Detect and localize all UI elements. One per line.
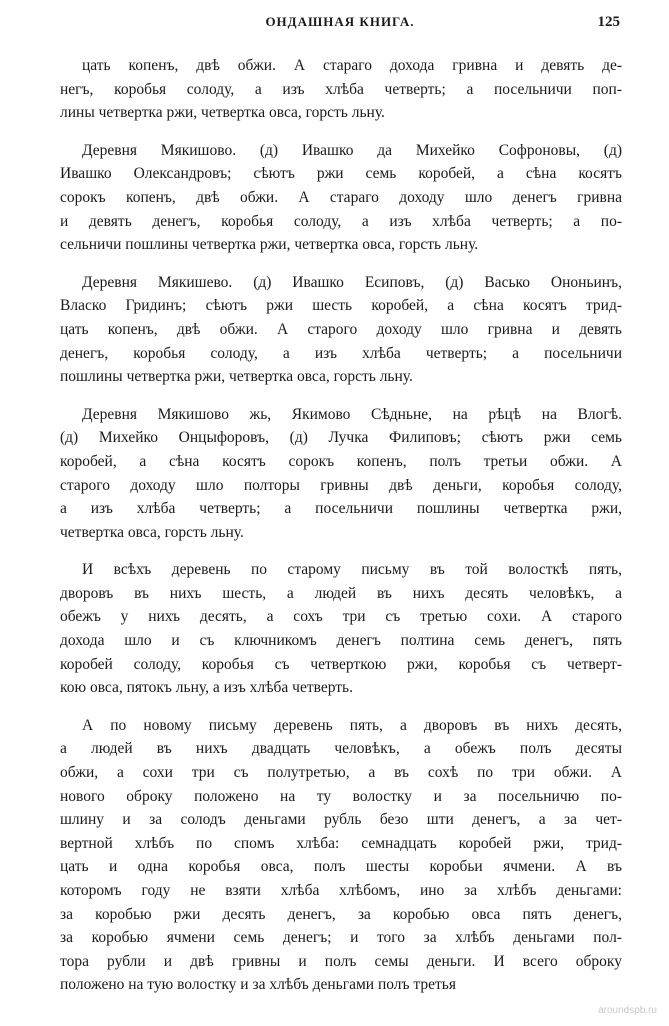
text-line: нового оброку положено на ту волостку и за посельничю по- [60, 787, 622, 805]
text-line: Власко Гридинъ; сѣютъ ржи шесть коробей, а сѣна косятъ трид- [60, 297, 622, 315]
text-line: коробей солоду, коробья съ четверткою ржи, коробья съ четверт- [60, 655, 622, 673]
text-line: лины четвертка ржи, четвертка овса, горсть льну. [60, 104, 385, 122]
text-line: кою овса, пятокъ льну, а изъ хлѣба четверть. [60, 679, 353, 697]
running-title: ОНДАШНАЯ КНИГА. [265, 14, 415, 29]
text-line: А по новому письму деревень пять, а дворовъ въ нихъ десять, [82, 716, 622, 734]
text-line: Деревня Мякишово. (д) Ивашко да Михейко Софроновы, (д) [82, 141, 622, 159]
text-line: И всѣхъ деревень по старому письму въ той волосткѣ пять, [82, 561, 622, 579]
text-line: (д) Михейко Онцыфоровъ, (д) Лучка Филиповъ; сѣютъ ржи семь [60, 429, 622, 447]
text-line: коробей, а сѣна косятъ сорокъ копенъ, полъ третьи обжи. А [60, 452, 622, 470]
text-line: а изъ хлѣба четверть; а посельничи пошлины четвертка ржи, [60, 500, 622, 518]
text-line: цать копенъ, двѣ обжи. А старого доходу шло гривна и девять [60, 320, 622, 338]
text-line: а людей въ нихъ двадцать человѣкъ, а обежъ полъ десяты [60, 740, 622, 758]
text-line: которомъ году не взяти хлѣба хлѣбомъ, ино за хлѣбъ деньгами: [60, 882, 622, 899]
paragraph [60, 139, 622, 257]
text-line: шлину и за солодъ деньгами рубль безо шти денегъ, а за чет- [60, 811, 622, 829]
paragraph [60, 54, 622, 125]
page-header [60, 14, 620, 38]
text-line: положено на тую волостку и за хлѣбъ деньгами полъ третья [60, 976, 456, 994]
text-line: сельничи пошлины четвертка ржи, четвертка овса, горсть льну. [60, 236, 479, 254]
text-line: обежъ у нихъ десять, а сохъ три съ третью сохи. А старого [60, 608, 622, 626]
text-line: сорокъ копенъ, двѣ обжи. А стараго доходу шло денегъ гривна [60, 188, 622, 206]
text-line: за коробью ржи десять денегъ, за коробью овса пять денегъ, [60, 905, 622, 923]
text-line: дворовъ въ нихъ шесть, а людей въ нихъ десять человѣкъ, а [60, 584, 622, 602]
paragraph [60, 558, 622, 700]
text-line: дохода шло и съ ключникомъ денегъ полтина семь денегъ, пять [60, 632, 622, 650]
text-line: старого доходу шло полторы гривны двѣ деньги, коробья солоду, [60, 476, 622, 494]
text-line: за коробью ячмени семь денегъ; и того за хлѣбъ деньгами пол- [60, 929, 622, 947]
page-number: 125 [597, 14, 620, 30]
text-line: цать и одна коробья овса, полъ шесты коробьи ячмени. А въ [60, 858, 622, 876]
text-line: пошлины четвертка ржи, четвертка овса, горсть льну. [60, 368, 413, 386]
watermark: aroundspb.ru [598, 1005, 657, 1016]
text-line: денегъ, коробья солоду, а изъ хлѣба четверть; а посельничи [60, 344, 622, 362]
paragraph [60, 271, 622, 389]
text-line: Деревня Мякишово жь, Якимово Сѣдньне, на рѣцѣ на Влогѣ. [82, 405, 622, 423]
text-line: Деревня Мякишево. (д) Ивашко Есиповъ, (д) Васько Ононьинъ, [82, 273, 622, 291]
text-line: четвертка овса, горсть льну. [60, 523, 244, 541]
text-line: и девять денегъ, коробья солоду, а изъ хлѣба четверть; а по- [60, 212, 622, 230]
text-line: Ивашко Олександровъ; сѣютъ ржи семь коробей, а сѣна косятъ [60, 165, 622, 183]
paragraph [60, 403, 622, 545]
text-line: обжи, а сохи три съ полутретью, а въ сохѣ по три обжи. А [60, 764, 622, 782]
text-line: тора рубли и двѣ гривны и полъ семы деньги. И всего оброку [60, 952, 622, 970]
text-line: вертной хлѣбъ по спомъ хлѣба: семнадцать коробей ржи, трид- [60, 834, 622, 852]
text-line: цать копенъ, двѣ обжи. А стараго дохода гривна и девять де- [82, 57, 622, 74]
text-line: негъ, коробья солоду, а изъ хлѣба четверть; а посельничи поп- [60, 80, 622, 98]
paragraph [60, 714, 622, 997]
page-body [60, 54, 622, 1011]
